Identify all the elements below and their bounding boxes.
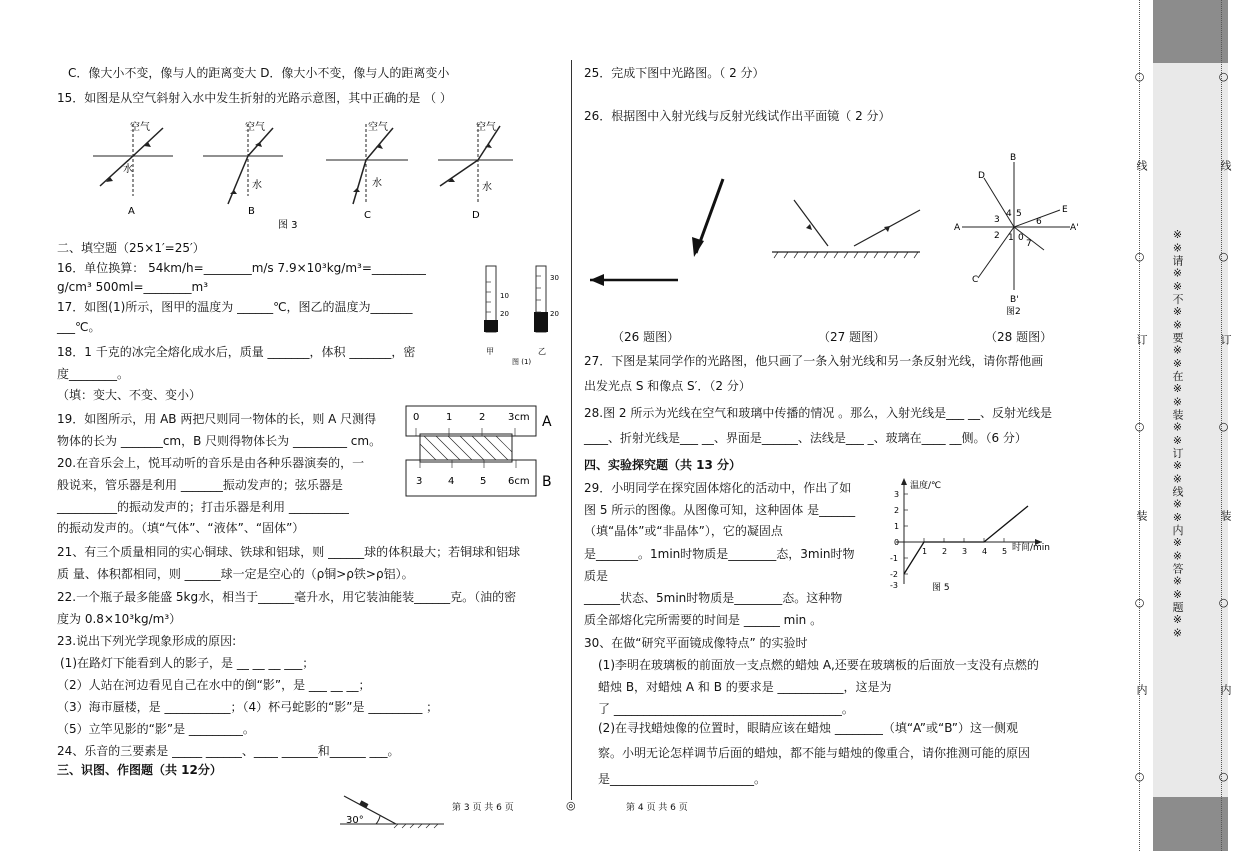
binding-strip xyxy=(1125,0,1232,851)
q27-figure xyxy=(770,196,930,266)
q29-line3: （填“晶体”或“非晶体”），它的凝固点 xyxy=(584,524,783,538)
incline-figure xyxy=(338,794,448,828)
q18-line3: （填：变大、不变、变小） xyxy=(57,388,202,402)
cut-circle: ○ xyxy=(1133,596,1146,609)
graph-ylabel: 温度/℃ xyxy=(910,481,942,491)
q30-1-line3: 了 ______________________________________。 xyxy=(598,702,854,716)
q15-water-a: 水 xyxy=(123,164,133,175)
thermo-bulb-right xyxy=(534,312,548,332)
cut-circle: ○ xyxy=(1133,420,1146,433)
cut-circle: ○ xyxy=(1217,770,1230,783)
q28-angle-6: 6 xyxy=(1036,217,1042,227)
q23-item3-4: （3）海市蜃楼，是 ___________；（4）杯弓蛇影的“影”是 _________ ； xyxy=(57,700,439,714)
q27-line2: 出发光点 S 和像点 S′．（2 分） xyxy=(584,379,751,393)
q27-line1: 27．下图是某同学作的光路图，他只画了一条入射光线和另一条反射光线，请你帮他画 xyxy=(584,354,1044,368)
q28-fig-caption: 图2 xyxy=(1006,307,1021,317)
q15-water-d: 水 xyxy=(482,182,492,193)
ruler-b-tick-5: 5 xyxy=(480,476,487,487)
q17-thermometer-figure xyxy=(476,262,570,368)
ytick-3: 3 xyxy=(894,490,900,499)
q28-line1: 28.图 2 所示为光线在空气和玻璃中传播的情况 。那么，入射光线是___ __、反射光线是 xyxy=(584,406,1052,420)
q28-angle-7: 7 xyxy=(1026,239,1032,249)
section-4-title: 四、实验探究题（共 13 分） xyxy=(584,458,742,472)
q17-label-yi: 乙 xyxy=(538,347,546,356)
q23-item1: (1)在路灯下能看到人的影子，是 __ __ __ ___； xyxy=(60,656,315,670)
cut-circle: ○ xyxy=(1133,250,1146,263)
q17-line1: 17．如图(1)所示，图甲的温度为 ______℃，图乙的温度为_______ xyxy=(57,300,413,314)
q28-letter-E: E xyxy=(1062,205,1068,215)
q28-point-0: 0 xyxy=(1018,233,1024,243)
mark-nei-outer: 内 xyxy=(1219,684,1232,695)
q15-air-c: 空气 xyxy=(368,122,388,133)
footer-left-page: 第 3 页 共 6 页 xyxy=(452,803,514,813)
ruler-b-tick-6: 6cm xyxy=(508,476,530,487)
q16-line1: 16．单位换算： 54km/h=________m/s 7.9×10³kg/m³=_________ xyxy=(57,261,426,275)
section-3-title: 三、识图、作图题（共 12分） xyxy=(57,763,222,777)
q17-tick-10: 10 xyxy=(500,292,509,300)
q28-angle-5: 5 xyxy=(1016,209,1022,219)
q20-line4: 的振动发声的。（填“气体”、“液体”、“固体”） xyxy=(57,521,305,535)
q30-1-line2: 蜡烛 B，对蜡烛 A 和 B 的要求是 ___________，这是为 xyxy=(598,680,892,694)
q17-tick-30: 30 xyxy=(550,274,559,282)
ruler-a-tick-2: 2 xyxy=(479,412,486,423)
q14-options: C．像大小不变，像与人的距离变大 D．像大小不变，像与人的距离变小 xyxy=(68,66,450,80)
q28-angle-2: 2 xyxy=(994,231,1000,241)
q30-title: 30、在做“研究平面镜成像特点” 的实验时 xyxy=(584,636,808,650)
ytick-neg3: -3 xyxy=(890,581,898,590)
cut-circle: ○ xyxy=(1133,770,1146,783)
q28-letter-B-prime: B' xyxy=(1010,295,1019,305)
q15-water-b: 水 xyxy=(252,180,262,191)
ruler-a-label: A xyxy=(542,414,552,430)
q29-line7: 质全部熔化完所需要的时间是 ______ min 。 xyxy=(584,613,823,627)
footer-right-page: 第 4 页 共 6 页 xyxy=(626,803,688,813)
q15-water-c: 水 xyxy=(372,178,382,189)
ruler-a-tick-1: 1 xyxy=(446,412,453,423)
ytick-2: 2 xyxy=(894,506,900,515)
q15-label-c: C xyxy=(364,210,371,221)
ruler-b-tick-4: 4 xyxy=(448,476,455,487)
q15-refraction-figure xyxy=(88,116,518,232)
mark-ding: 订 xyxy=(1135,334,1148,345)
q16-line2: g/cm³ 500ml=________m³ xyxy=(57,280,209,294)
xtick-5: 5 xyxy=(1002,547,1008,556)
q28-angle-1: 1 xyxy=(1008,233,1014,243)
section-2-title: 二、填空题（25×1′=25′） xyxy=(57,241,205,255)
xtick-2: 2 xyxy=(942,547,948,556)
binding-bottom-block xyxy=(1153,797,1228,851)
q21-line2: 质 量、体积都相同，则 ______球一定是空心的（ρ铜>ρ铁>ρ铝）。 xyxy=(57,567,414,581)
cut-circle: ○ xyxy=(1217,596,1230,609)
q22-line1: 22.一个瓶子最多能盛 5kg水，相当于______毫升水，用它装油能装______克。（油的密 xyxy=(57,590,517,604)
q18-line1: 18．1 千克的冰完全熔化成水后，质量 _______，体积 _______，密 xyxy=(57,345,416,359)
cut-circle: ○ xyxy=(1217,250,1230,263)
cut-circle: ○ xyxy=(1217,420,1230,433)
ytick-neg2: -2 xyxy=(890,570,898,579)
q23-item2: （2）人站在河边看见自己在水中的倒“影”，是 ___ __ __； xyxy=(57,678,371,692)
mark-xian-outer: 线 xyxy=(1219,160,1232,171)
mark-zhuang: 装 xyxy=(1135,510,1148,521)
q17-line2: ___℃。 xyxy=(57,320,101,334)
q15-air-b: 空气 xyxy=(245,122,265,133)
q23-title: 23.说出下列光学现象形成的原因: xyxy=(57,634,237,648)
q28-angle-3: 3 xyxy=(994,215,1000,225)
q29-line2: 图 5 所示的图像。从图像可知，这种固体 是______ xyxy=(584,503,856,517)
q28-letter-B: B xyxy=(1010,153,1017,163)
q15-label-a: A xyxy=(128,206,135,217)
q19-line1: 19．如图所示，用 AB 两把尺则同一物体的长，则 A 尺测得 xyxy=(57,412,377,426)
q28-angle-4: 4 xyxy=(1006,209,1012,219)
q28-letter-C: C xyxy=(972,275,979,285)
q20-line2: 般说来，管乐器是利用 _______振动发声的；弦乐器是 xyxy=(57,478,343,492)
q17-tick-20a: 20 xyxy=(500,310,509,318)
q18-line2: 度________。 xyxy=(57,367,130,381)
binding-top-block xyxy=(1153,0,1228,63)
xtick-3: 3 xyxy=(962,547,968,556)
ruler-b-tick-3: 3 xyxy=(416,476,423,487)
mark-xian: 线 xyxy=(1135,160,1148,171)
q28-figure xyxy=(948,150,1088,320)
q30-2-line2: 察。小明无论怎样调节后面的蜡烛，都不能与蜡烛的像重合，请你推测可能的原因 xyxy=(598,746,1031,760)
ruler-a-tick-3: 3cm xyxy=(508,412,530,423)
q17-tick-20b: 20 xyxy=(550,310,559,318)
q29-line1: 29．小明同学在探究固体熔化的活动中，作出了如 xyxy=(584,481,852,495)
cut-circle: ○ xyxy=(1217,70,1230,83)
graph-xlabel: 时间/min xyxy=(1012,543,1051,553)
footer-center-mark: ◎ xyxy=(566,799,576,812)
mark-zhuang-outer: 装 xyxy=(1219,510,1232,521)
q20-line3: __________的振动发声的；打击乐器是利用 __________ xyxy=(57,500,349,514)
q15-text: 15．如图是从空气斜射入水中发生折射的光路示意图，其中正确的是 （ ） xyxy=(57,91,452,105)
q28-line2: ____、折射光线是___ __、界面是______、法线是___ _、玻璃在____ __侧。（6 分） xyxy=(584,431,1027,445)
q30-2-line1: (2)在寻找蜡烛像的位置时，眼睛应该在蜡烛 ________（填“A”或“B”）这一侧观 xyxy=(598,721,1018,735)
graph-caption: 图 5 xyxy=(932,583,950,593)
q26-caption: （26 题图） xyxy=(612,330,680,344)
q29-line4: 是_______。1min时物质是________态，3min时物 xyxy=(584,547,855,561)
xtick-4: 4 xyxy=(982,547,988,556)
q17-caption: 图 (1) xyxy=(512,358,532,366)
q29-line6: ______状态、5min时物质是________态。这种物 xyxy=(584,591,843,605)
q22-line2: 度为 0.8×10³kg/m³） xyxy=(57,612,182,626)
q15-air-d: 空气 xyxy=(476,122,496,133)
q29-line5: 质是 xyxy=(584,569,609,583)
q26-text: 26．根据图中入射光线与反射光线试作出平面镜（ 2 分） xyxy=(584,109,891,123)
binding-notice: ※※请※※不※※要※※在※※装※※订※※线※※内※※答※※题※※ xyxy=(1171,228,1184,640)
q21-line1: 21、有三个质量相同的实心铜球、铁球和铝球，则 ______球的体积最大；若铜球和铝球 xyxy=(57,545,521,559)
q25-text: 25．完成下图中光路图。（ 2 分） xyxy=(584,66,765,80)
incline-angle: 30° xyxy=(346,815,364,826)
q17-label-jia: 甲 xyxy=(486,347,494,356)
mark-ding-outer: 订 xyxy=(1219,334,1232,345)
q30-1-line1: (1)李明在玻璃板的前面放一支点燃的蜡烛 A,还要在玻璃板的后面放一支没有点燃的 xyxy=(598,658,1039,672)
q27-caption: （27 题图） xyxy=(818,330,886,344)
cut-circle: ○ xyxy=(1133,70,1146,83)
q30-2-line3: 是________________________。 xyxy=(598,772,767,786)
q19-ruler-figure xyxy=(402,404,562,500)
q15-label-d: D xyxy=(472,210,480,221)
ytick-1: 1 xyxy=(894,522,900,531)
q15-label-b: B xyxy=(248,206,255,217)
ytick-neg1: -1 xyxy=(890,554,898,563)
q28-caption: （28 题图） xyxy=(985,330,1053,344)
q15-caption: 图 3 xyxy=(278,220,298,231)
q28-letter-A-prime: A' xyxy=(1070,223,1079,233)
q19-line2: 物体的长为 _______cm，B 尺则得物体长为 _________ cm。 xyxy=(57,434,382,448)
ruler-b-label: B xyxy=(542,474,552,490)
q15-air-a: 空气 xyxy=(130,122,150,133)
q24-text: 24、乐音的三要素是 _____ ______、____ ______和______ ___。 xyxy=(57,744,400,758)
melting-curve xyxy=(904,506,1028,574)
mark-nei: 内 xyxy=(1135,684,1148,695)
q28-letter-D: D xyxy=(978,171,985,181)
xtick-1: 1 xyxy=(922,547,928,556)
q26-figure xyxy=(588,175,738,300)
thermo-bulb-left xyxy=(484,320,498,332)
q23-item5: （5）立竿见影的“影”是 _________。 xyxy=(57,722,255,736)
ruler-a-tick-0: 0 xyxy=(413,412,420,423)
ytick-0: 0 xyxy=(894,538,900,547)
q20-line1: 20.在音乐会上，悦耳动听的音乐是由各种乐器演奏的，一 xyxy=(57,456,365,470)
q28-letter-A: A xyxy=(954,223,961,233)
q29-melting-graph xyxy=(882,476,1086,596)
page-divider xyxy=(571,60,572,800)
